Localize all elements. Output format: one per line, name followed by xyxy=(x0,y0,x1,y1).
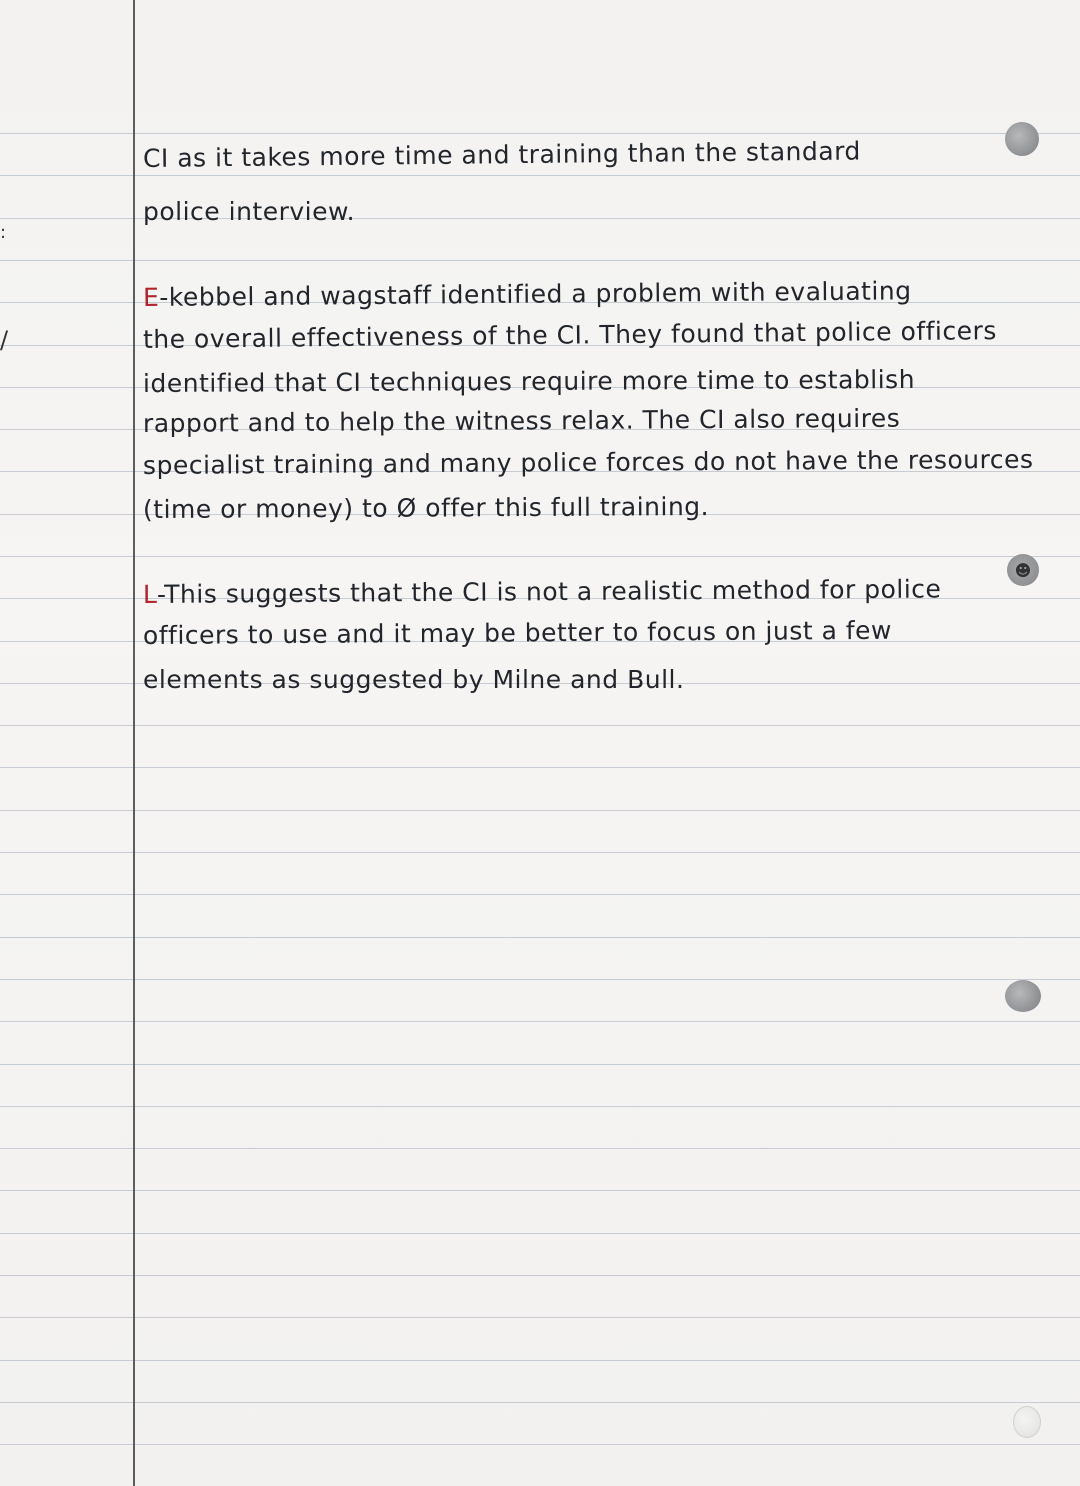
ruled-line xyxy=(0,1021,1080,1022)
evidence-line: the overall effectiveness of the CI. They found that police officers xyxy=(142,316,997,354)
punch-hole-icon xyxy=(1005,980,1041,1012)
ruled-line xyxy=(0,979,1080,980)
evidence-line: specialist training and many police forces do not have the resources xyxy=(142,444,1034,480)
ruled-line xyxy=(0,133,1080,134)
punch-hole-icon xyxy=(1005,122,1039,156)
ruled-line xyxy=(0,1064,1080,1065)
link-line: officers to use and it may be better to focus on just a few xyxy=(142,615,893,650)
continuation-line: police interview. xyxy=(143,197,356,226)
punch-hole-icon xyxy=(1013,1406,1041,1438)
continuation-line: CI as it takes more time and training than the standard xyxy=(142,136,861,173)
ruled-line xyxy=(0,1444,1080,1445)
ruled-line xyxy=(0,937,1080,938)
ruled-line xyxy=(0,260,1080,261)
evidence-line: rapport and to help the witness relax. The CI also requires xyxy=(142,403,901,438)
ruled-line xyxy=(0,810,1080,811)
sticker-icon: ☻ xyxy=(1007,554,1039,586)
ruled-line xyxy=(0,1233,1080,1234)
link-text: -This suggests that the CI is not a realistic method for police xyxy=(156,574,942,609)
ruled-line xyxy=(0,1275,1080,1276)
ruled-line xyxy=(0,1360,1080,1361)
ruled-line xyxy=(0,1190,1080,1191)
ruled-line xyxy=(0,1402,1080,1403)
evidence-line: identified that CI techniques require more time to establish xyxy=(142,364,916,398)
evidence-marker: E xyxy=(142,282,160,312)
ruled-line xyxy=(0,556,1080,557)
ruled-line xyxy=(0,767,1080,768)
ruled-line xyxy=(0,852,1080,853)
ruled-line xyxy=(0,1106,1080,1107)
ruled-line xyxy=(0,894,1080,895)
link-line: elements as suggested by Milne and Bull. xyxy=(143,665,685,694)
margin-line xyxy=(133,0,135,1486)
ruled-line xyxy=(0,1317,1080,1318)
ruled-line xyxy=(0,1148,1080,1149)
link-line xyxy=(143,574,942,609)
ruled-line xyxy=(0,725,1080,726)
evidence-line: (time or money) to Ø offer this full training. xyxy=(142,492,710,524)
edge-mark: : xyxy=(0,222,7,243)
evidence-text: -kebbel and wagstaff identified a problem with evaluating xyxy=(159,276,912,312)
edge-mark: / xyxy=(0,326,9,354)
ruled-line xyxy=(0,175,1080,176)
link-marker: L xyxy=(142,579,158,609)
evidence-line xyxy=(143,276,912,312)
